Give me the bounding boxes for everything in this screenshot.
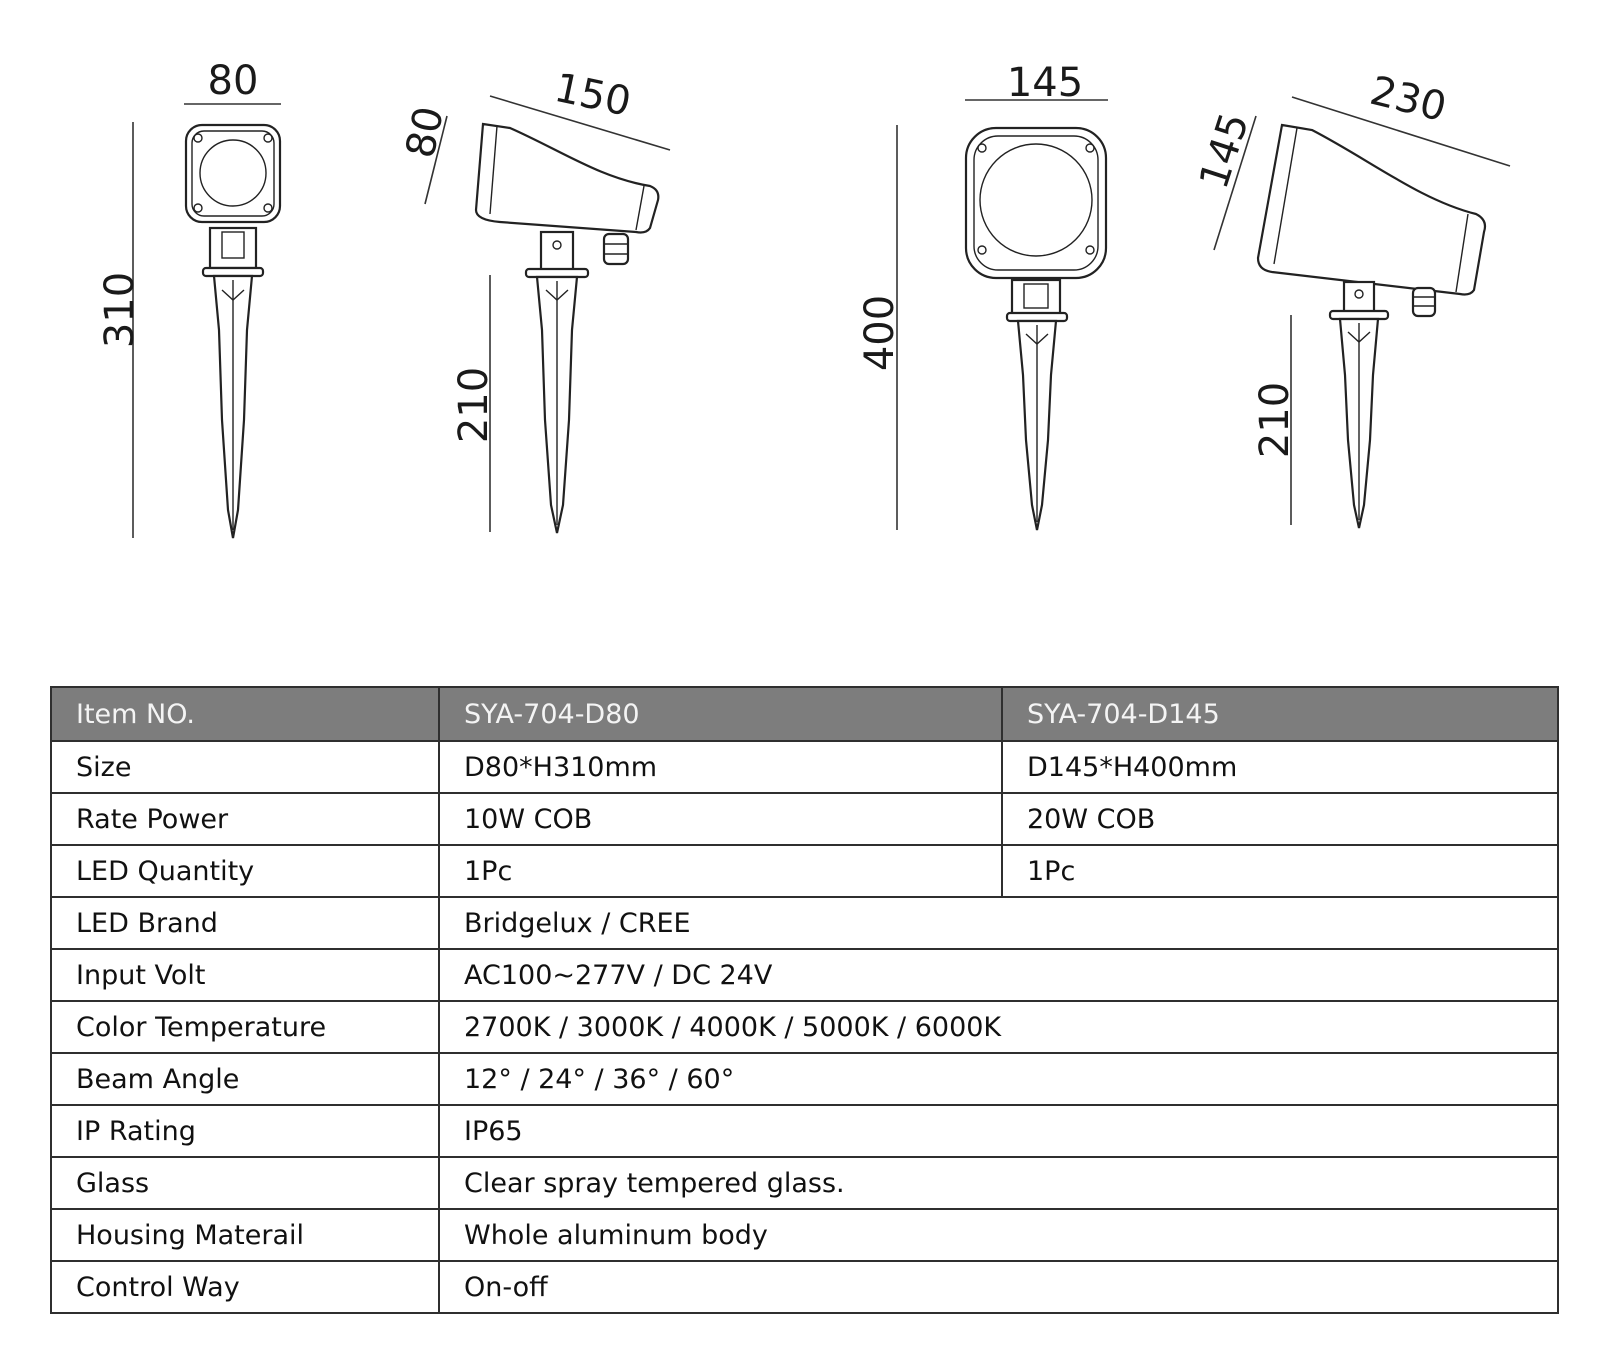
row-label: Input Volt [51, 949, 439, 1001]
table-row-led-quantity [51, 845, 1558, 897]
cell-value: IP65 [439, 1105, 1558, 1157]
d80-side-view [397, 65, 670, 533]
cell-value: Clear spray tempered glass. [439, 1157, 1558, 1209]
d145-side-view [1191, 68, 1510, 528]
d145-side-head-label: 145 [1190, 107, 1259, 195]
d80-front-width-label: 80 [207, 58, 259, 104]
cell-value: Bridgelux / CREE [439, 897, 1558, 949]
cell-d80: 1Pc [439, 845, 1002, 897]
d80-side-head-label: 80 [397, 102, 454, 162]
table-row-beam-angle [51, 1053, 1558, 1105]
row-label: Beam Angle [51, 1053, 439, 1105]
table-row-housing-material [51, 1209, 1558, 1261]
row-label: LED Quantity [51, 845, 439, 897]
d145-front-height-label: 400 [857, 294, 903, 372]
table-header-row [51, 687, 1558, 741]
cell-value: 2700K / 3000K / 4000K / 5000K / 6000K [439, 1001, 1558, 1053]
row-label: Rate Power [51, 793, 439, 845]
d145-front-width-label: 145 [1006, 60, 1084, 106]
d80-front-view [97, 58, 281, 538]
table-row-size [51, 741, 1558, 793]
table-row-color-temperature [51, 1001, 1558, 1053]
cell-value: On-off [439, 1261, 1558, 1313]
d145-front-view [857, 60, 1108, 530]
row-label: Housing Materail [51, 1209, 439, 1261]
row-label: IP Rating [51, 1105, 439, 1157]
cell-d145: 1Pc [1002, 845, 1558, 897]
d80-side-length-label: 150 [550, 64, 635, 126]
header-model-d80: SYA-704-D80 [439, 687, 1002, 741]
row-label: Glass [51, 1157, 439, 1209]
cell-d80: D80*H310mm [439, 741, 1002, 793]
cell-value: Whole aluminum body [439, 1209, 1558, 1261]
cell-value: AC100~277V / DC 24V [439, 949, 1558, 1001]
table-row-ip-rating [51, 1105, 1558, 1157]
table-row-rate-power [51, 793, 1558, 845]
dimension-drawings [0, 0, 1606, 620]
table-row-glass [51, 1157, 1558, 1209]
spec-table [50, 686, 1559, 1314]
table-row-input-volt [51, 949, 1558, 1001]
row-label: Color Temperature [51, 1001, 439, 1053]
cell-d145: 20W COB [1002, 793, 1558, 845]
row-label: Size [51, 741, 439, 793]
row-label: Control Way [51, 1261, 439, 1313]
d80-front-height-label: 310 [97, 271, 143, 349]
d145-side-stake-label: 210 [1252, 381, 1298, 459]
cell-d80: 10W COB [439, 793, 1002, 845]
row-label: LED Brand [51, 897, 439, 949]
cell-value: 12° / 24° / 36° / 60° [439, 1053, 1558, 1105]
cell-d145: D145*H400mm [1002, 741, 1558, 793]
table-row-control-way [51, 1261, 1558, 1313]
header-model-d145: SYA-704-D145 [1002, 687, 1558, 741]
table-row-led-brand [51, 897, 1558, 949]
header-item-no: Item NO. [51, 687, 439, 741]
d80-side-stake-label: 210 [451, 366, 497, 444]
d145-side-length-label: 230 [1365, 67, 1451, 131]
